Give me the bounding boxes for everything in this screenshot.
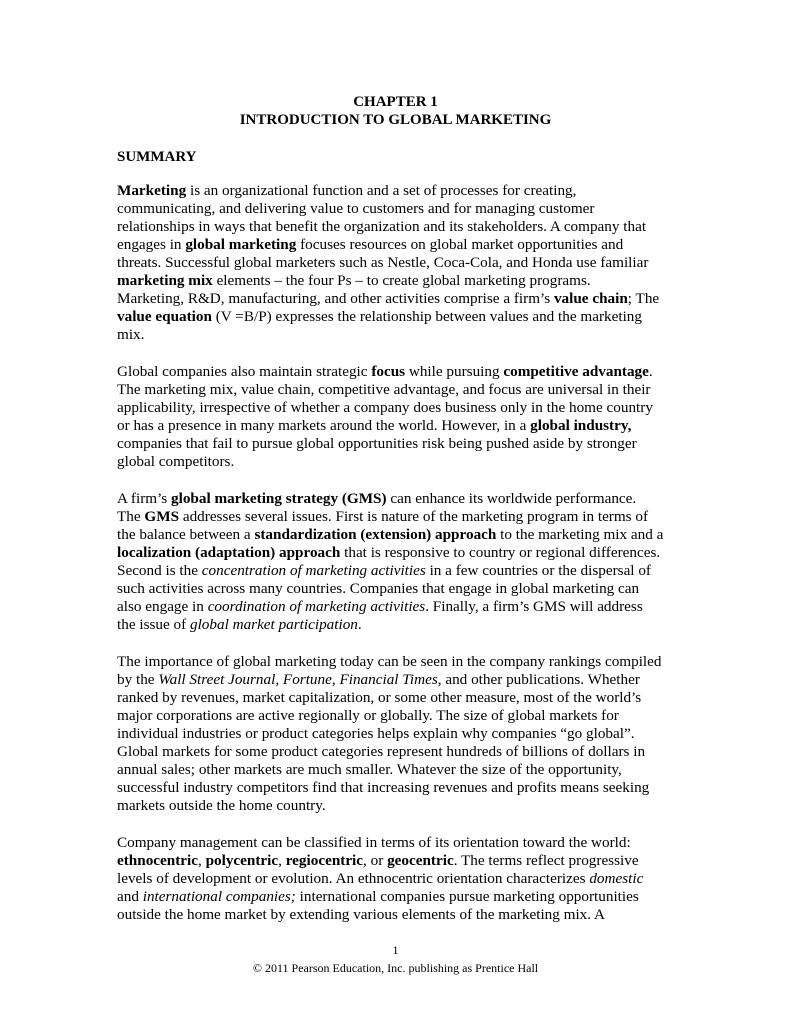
body-line: [117, 906, 605, 924]
text-run: successful industry competitors find that increasing revenues and profits means seeking: [117, 779, 650, 796]
text-run: ranked by revenues, market capitalization, or some other measure, most of the world’s: [117, 689, 642, 706]
body-line: [117, 870, 643, 888]
bold-term: standardization (extension) approach: [254, 526, 497, 543]
body-line: [117, 689, 641, 707]
text-run: companies that fail to pursue global opportunities risk being pushed aside by stronger: [117, 435, 637, 452]
text-run: the balance between a: [117, 526, 255, 543]
body-line: [117, 598, 643, 616]
text-run: and other publications. Whether: [441, 671, 640, 688]
bold-term: polycentric: [205, 852, 279, 869]
text-run: A firm’s: [117, 490, 172, 507]
text-run: major corporations are active regionally or globally. The size of global markets for: [117, 707, 619, 724]
body-line: [117, 562, 651, 580]
italic-term: Financial Times,: [339, 671, 442, 688]
text-run: while pursuing: [405, 363, 504, 380]
text-run: the issue of: [117, 616, 190, 633]
text-run: (V =B/P) expresses the relationship between values and the marketing: [211, 308, 642, 325]
text-run: levels of development or evolution. An ethnocentric orientation characterizes: [117, 870, 590, 887]
body-line: [117, 743, 645, 761]
bold-term: localization (adaptation) approach: [117, 544, 341, 561]
text-run: in a few countries or the dispersal of: [425, 562, 651, 579]
text-run: . The terms reflect progressive: [453, 852, 639, 869]
body-line: [117, 671, 640, 689]
text-run: elements – the four Ps – to create global marketing programs.: [212, 272, 591, 289]
text-run: can enhance its worldwide performance.: [386, 490, 637, 507]
text-run: The: [117, 508, 145, 525]
text-run: applicability, irrespective of whether a company does business only in the home country: [117, 399, 653, 416]
text-run: also engage in: [117, 598, 208, 615]
body-line: [117, 526, 663, 544]
bold-term: geocentric: [387, 852, 454, 869]
body-line: [117, 888, 639, 906]
italic-term: Wall Street Journal, Fortune: [158, 671, 332, 688]
body-line: [117, 254, 648, 272]
text-run: communicating, and delivering value to customers and for managing customer: [117, 200, 595, 217]
body-line: [117, 200, 594, 218]
bold-term: GMS: [144, 508, 180, 525]
body-line: [117, 453, 234, 471]
text-run: is an organizational function and a set of processes for creating,: [186, 182, 577, 199]
body-line: [117, 707, 619, 725]
body-line: [117, 580, 639, 598]
text-run: , or: [363, 852, 388, 869]
text-run: annual sales; other markets are much smaller. Whatever the size of the opportunity,: [117, 761, 622, 778]
body-line: [117, 363, 653, 381]
bold-term: marketing mix: [117, 272, 213, 289]
body-line: [117, 779, 649, 797]
body-line: [117, 653, 661, 671]
text-run: addresses several issues. First is nature of the marketing program in terms of: [179, 508, 649, 525]
bold-term: value chain: [553, 290, 628, 307]
text-run: individual industries or product categories helps explain why companies “go global”.: [117, 725, 635, 742]
text-run: The marketing mix, value chain, competitive advantage, and focus are universal in their: [117, 381, 651, 398]
body-line: [117, 852, 639, 870]
bold-term: regiocentric: [285, 852, 364, 869]
body-line: [117, 725, 635, 743]
text-run: .: [357, 616, 362, 633]
text-run: and: [117, 888, 143, 905]
text-run: markets outside the home country.: [117, 797, 326, 814]
body-line: [117, 218, 646, 236]
italic-term: international companies;: [142, 888, 296, 905]
bold-term: Marketing: [117, 182, 187, 199]
body-line: [117, 761, 622, 779]
bold-term: focus: [371, 363, 406, 380]
text-run: ,: [197, 852, 206, 869]
text-run: Marketing, R&D, manufacturing, and other activities comprise a firm’s: [117, 290, 554, 307]
bold-term: global industry,: [530, 417, 632, 434]
section-heading: SUMMARY: [117, 149, 197, 165]
body-line: [117, 834, 631, 852]
text-run: Company management can be classified in terms of its orientation toward the world:: [117, 834, 631, 851]
body-line: [117, 182, 576, 200]
body-line: [117, 435, 637, 453]
page-number: 1: [392, 943, 399, 957]
italic-term: domestic: [589, 870, 644, 887]
text-run: relationships in ways that benefit the organization and its stakeholders. A company that: [117, 218, 647, 235]
text-run: or has a presence in many markets around the world. However, in a: [117, 417, 531, 434]
bold-term: value equation: [117, 308, 212, 325]
text-run: ,: [278, 852, 286, 869]
text-run: global competitors.: [117, 453, 235, 470]
text-run: Global companies also maintain strategic: [117, 363, 372, 380]
copyright-footer: © 2011 Pearson Education, Inc. publishing as Prentice Hall: [252, 961, 539, 975]
body-line: [117, 236, 623, 254]
body-line: [117, 290, 659, 308]
text-run: Second is the: [117, 562, 202, 579]
body-line: [117, 326, 144, 344]
text-run: The importance of global marketing today can be seen in the company rankings compiled: [117, 653, 662, 670]
text-run: by the: [117, 671, 159, 688]
body-line: [117, 508, 648, 526]
bold-term: ethnocentric: [117, 852, 198, 869]
italic-term: coordination of marketing activities: [207, 598, 426, 615]
italic-term: global market participation: [189, 616, 358, 633]
bold-term: global marketing: [185, 236, 297, 253]
text-run: ; The: [627, 290, 660, 307]
text-run: to the marketing mix and a: [496, 526, 664, 543]
text-run: mix.: [117, 326, 145, 343]
italic-term: concentration of marketing activities: [201, 562, 426, 579]
body-line: [117, 381, 650, 399]
text-run: Global markets for some product categories represent hundreds of billions of dollars in: [117, 743, 646, 760]
chapter-title: INTRODUCTION TO GLOBAL MARKETING: [239, 112, 552, 128]
body-line: [117, 544, 660, 562]
text-run: . Finally, a firm’s GMS will address: [425, 598, 643, 615]
body-line: [117, 399, 653, 417]
body-line: [117, 308, 642, 326]
chapter-number: CHAPTER 1: [353, 94, 438, 110]
body-line: [117, 490, 636, 508]
text-run: ,: [331, 671, 340, 688]
bold-term: global marketing strategy (GMS): [171, 490, 387, 507]
body-line: [117, 417, 631, 435]
text-run: such activities across many countries. Companies that engage in global marketing can: [117, 580, 640, 597]
text-run: .: [648, 363, 653, 380]
body-line: [117, 797, 326, 815]
bold-term: competitive advantage: [503, 363, 649, 380]
body-line: [117, 616, 362, 634]
text-run: engages in: [117, 236, 186, 253]
text-run: threats. Successful global marketers such as Nestle, Coca-Cola, and Honda use familiar: [117, 254, 649, 271]
body-line: [117, 272, 591, 290]
text-run: outside the home market by extending various elements of the marketing mix. A: [117, 906, 605, 923]
text-run: international companies pursue marketing opportunities: [295, 888, 639, 905]
text-run: that is responsive to country or regional differences.: [340, 544, 661, 561]
text-run: focuses resources on global market opportunities and: [296, 236, 624, 253]
